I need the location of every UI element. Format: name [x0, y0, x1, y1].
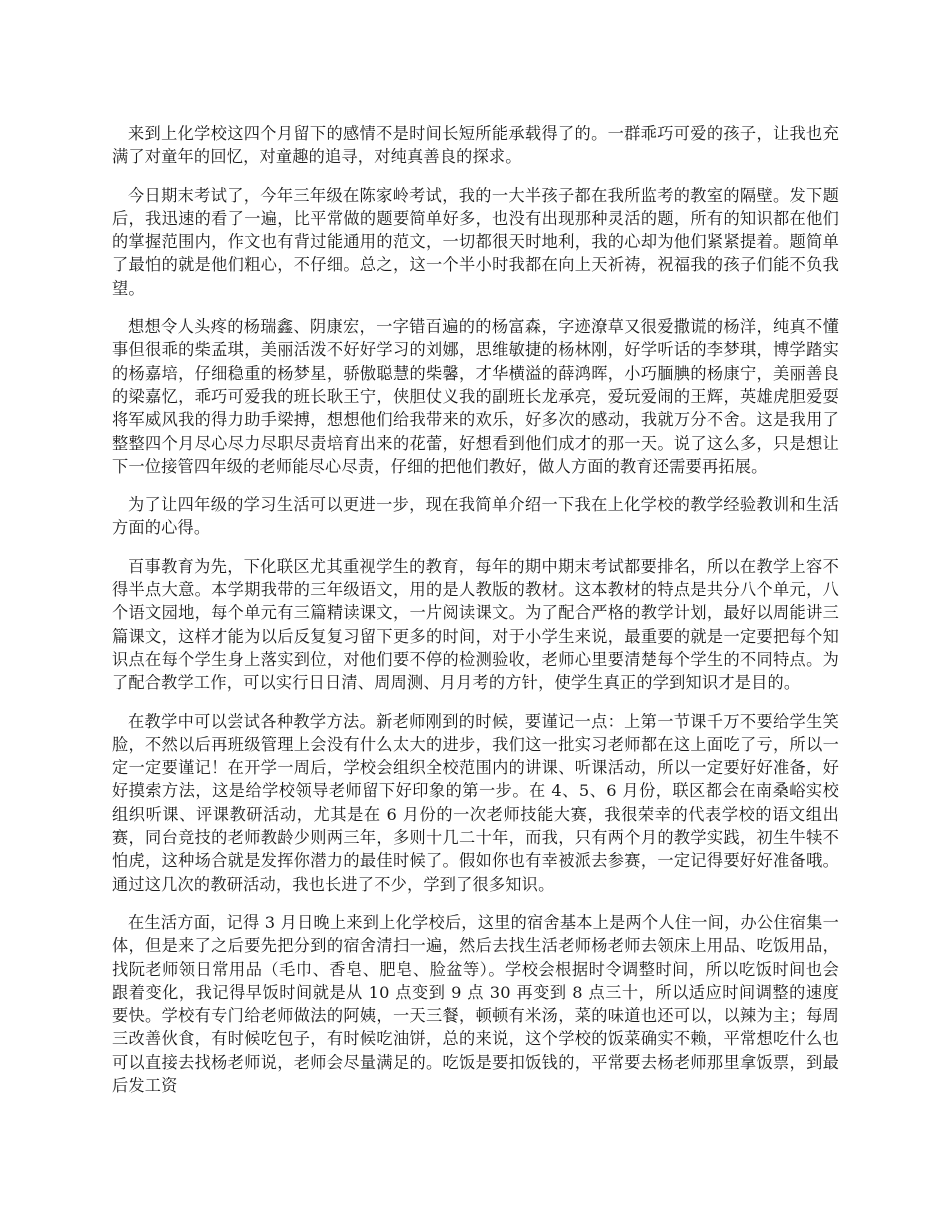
paragraph-7: 在生活方面，记得 3 月日晚上来到上化学校后，这里的宿舍基本上是两个人住一间，办公住宿集一体，但是来了之后要先把分到的宿舍清扫一遍，然后去找生活老师杨老师去领床上用品、吃饭用品，找阮老师领日常用品（毛巾、香皂、肥皂、脸盆等）。学校会根据时令调整时间，所以吃饭时间也会跟着变化，我记得早饭时间就是从 10 点变到 9 点 30 再变到 8 点三十，所以适应时间调整的速度要快。学校有专门给老师做法的阿姨，一天三餐，顿顿有米汤，菜的味道也还可以，以辣为主；每周三改善伙食，有时候吃包子，有时候吃油饼，总的来说，这个学校的饭菜确实不赖，平常想吃什么也可以直接去找杨老师说，老师会尽量满足的。吃饭是要扣饭钱的，平常要去杨老师那里拿饭票，到最后发工资	[112, 912, 839, 1095]
document-body	[112, 122, 839, 1112]
paragraph-1: 来到上化学校这四个月留下的感情不是时间长短所能承载得了的。一群乖巧可爱的孩子，让我也充满了对童年的回忆，对童趣的追寻，对纯真善良的探求。	[112, 124, 839, 167]
paragraph-3: 想想令人头疼的杨瑞鑫、阴康宏，一字错百遍的的杨富森，字迹潦草又很爱撒谎的杨洋，纯真不懂事但很乖的柴孟琪，美丽活泼不好好学习的刘娜，思维敏捷的杨林刚，好学听话的李梦琪，博学踏实的杨嘉培，仔细稳重的杨梦星，骄傲聪慧的柴馨，才华横溢的薛鸿晖，小巧腼腆的杨康宁，美丽善良的梁嘉忆，乖巧可爱我的班长耿王宁，侠胆仗义我的副班长龙承亮，爱玩爱闹的王辉，英雄虎胆爱耍将军威风我的得力助手梁搏，想想他们给我带来的欢乐，好多次的感动，我就万分不舍。这是我用了整整四个月尽心尽力尽职尽责培育出来的花蕾，好想看到他们成才的那一天。说了这么多，只是想让下一位接管四年级的老师能尽心尽责，仔细的把他们教好，做人方面的教育还需要再拓展。	[112, 317, 839, 476]
paragraph-6: 在教学中可以尝试各种教学方法。新老师刚到的时候，要谨记一点：上第一节课千万不要给学生笑脸，不然以后再班级管理上会没有什么太大的进步，我们这一批实习老师都在这上面吃了亏，所以一定一定要谨记！在开学一周后，学校会组织全校范围内的讲课、听课活动，所以一定要好好准备，好好摸索方法，这是给学校领导老师留下好印象的第一步。在 4、5、6 月份，联区都会在南桑峪实校组织听课、评课教研活动，尤其是在 6 月份的一次老师技能大赛，我很荣幸的代表学校的语文组出赛，同台竞技的老师教龄少则两三年，多则十几二十年，而我，只有两个月的教学实践，初生牛犊不怕虎，这种场合就是发挥你潜力的最佳时候了。假如你也有幸被派去参赛，一定记得要好好准备哦。通过这几次的教研活动，我也长进了不少，学到了很多知识。	[112, 711, 839, 894]
paragraph-4: 为了让四年级的学习生活可以更进一步，现在我简单介绍一下我在上化学校的教学经验教训和生活方面的心得。	[112, 495, 839, 538]
paragraph-5: 百事教育为先，下化联区尤其重视学生的教育，每年的期中期末考试都要排名，所以在教学上容不得半点大意。本学期我带的三年级语文，用的是人教版的教材。这本教材的特点是共分八个单元，八个语文园地，每个单元有三篇精读课文，一片阅读课文。为了配合严格的教学计划，最好以周能讲三篇课文，这样才能为以后反复复习留下更多的时间，对于小学生来说，最重要的就是一定要把每个知识点在每个学生身上落实到位，对他们要不停的检测验收，老师心里要清楚每个学生的不同特点。为了配合教学工作，可以实行日日清、周周测、月月考的方针，使学生真正的学到知识才是目的。	[112, 556, 839, 693]
paragraph-2: 今日期末考试了，今年三年级在陈家岭考试，我的一大半孩子都在我所监考的教室的隔壁。发下题后，我迅速的看了一遍，比平常做的题要简单好多，也没有出现那种灵活的题，所有的知识都在他们的掌握范围内，作文也有背过能通用的范文，一切都很天时地利，我的心却为他们紧紧提着。题简单了最怕的就是他们粗心，不仔细。总之，这一个半小时我都在向上天祈祷，祝福我的孩子们能不负我望。	[112, 185, 839, 298]
